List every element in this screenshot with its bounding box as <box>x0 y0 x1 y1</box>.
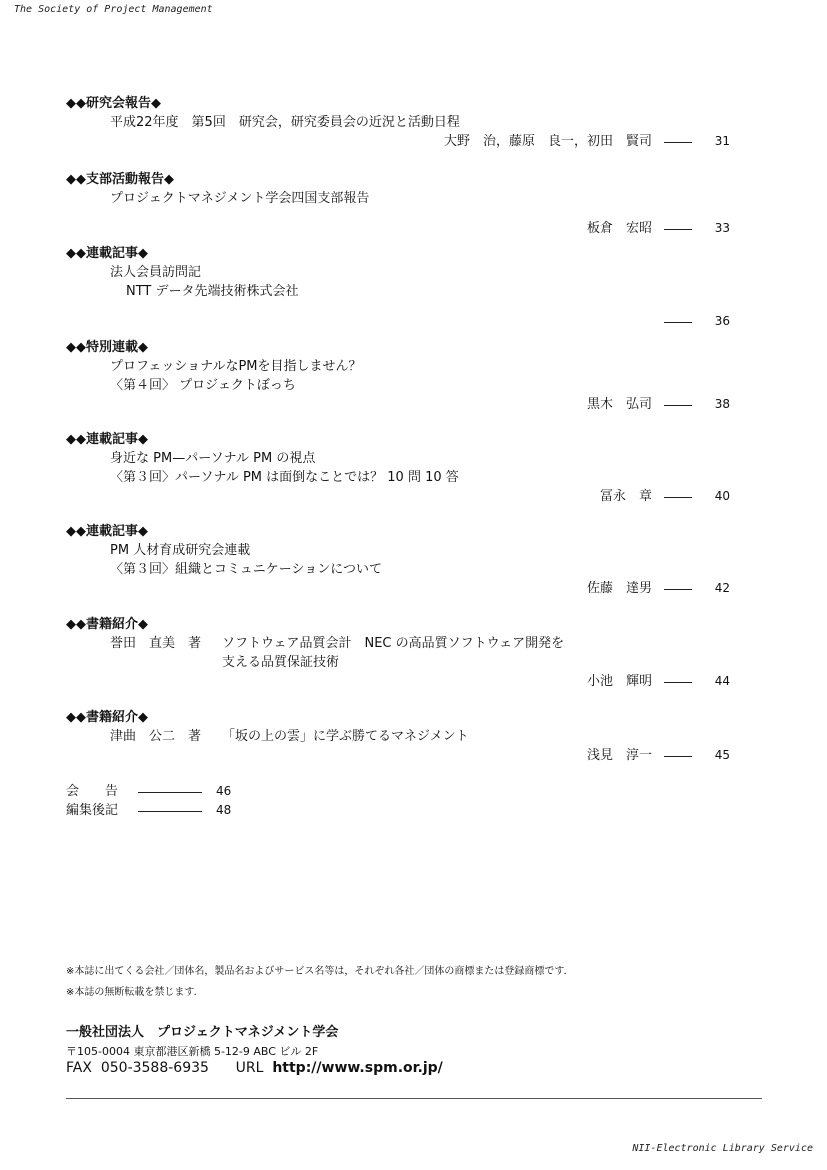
leader-dash <box>664 142 692 143</box>
website-link[interactable]: http://www.spm.or.jp/ <box>272 1060 443 1076</box>
notice-label: 会 告 <box>66 784 119 799</box>
organization-name: 一般社団法人 プロジェクトマネジメント学会 <box>66 1025 339 1040</box>
book-title: 「坂の上の雲」に学ぶ勝てるマネジメント <box>222 729 469 744</box>
book-row <box>66 653 736 672</box>
toc-section-serial-3 <box>66 522 736 598</box>
author-line <box>66 487 736 506</box>
notice-label: 編集後記 <box>66 803 119 818</box>
leader-dash <box>664 229 692 230</box>
author-line <box>66 132 736 151</box>
reprint-note: ※本誌の無断転載を禁じます． <box>66 987 204 998</box>
page-number: 36 <box>714 314 730 328</box>
address: 〒105-0004 東京都港区新橋 5-12-9 ABC ビル 2F <box>66 1045 319 1058</box>
leader-dash <box>138 811 202 812</box>
page-number: 46 <box>216 784 232 798</box>
section-title: ◆◆連載記事◆ <box>66 432 148 447</box>
book-title: ソフトウェア品質会計 NEC の高品質ソフトウェア開発を <box>222 636 565 651</box>
page-number: 38 <box>714 397 730 411</box>
article-subtitle: 〈第４回〉 プロジェクトぼっち <box>110 378 296 393</box>
article-subtitle: NTT データ先端技術株式会社 <box>126 284 299 299</box>
notice-row <box>66 782 366 801</box>
toc-section-branch-report <box>66 170 736 238</box>
page-number: 40 <box>714 489 730 503</box>
notice-row <box>66 801 366 820</box>
section-title: ◆◆書籍紹介◆ <box>66 710 148 725</box>
author-line <box>66 579 736 598</box>
fax-number: 050-3588-6935 <box>100 1060 209 1076</box>
article-author: 小池 輝明 <box>586 674 652 689</box>
book-title-cont: 支える品質保証技術 <box>222 655 340 670</box>
book-row <box>66 634 736 653</box>
page-number: 45 <box>714 748 730 762</box>
contact-line <box>66 1060 443 1076</box>
author-line <box>66 312 736 331</box>
toc-section-book-review-1 <box>66 615 736 691</box>
author-line <box>66 746 736 765</box>
article-subtitle: 〈第３回〉組織とコミュニケーションについて <box>110 562 382 577</box>
leader-dash <box>664 756 692 757</box>
toc-section-book-review-2 <box>66 708 736 765</box>
article-title: プロフェッショナルなPMを目指しません？ <box>110 359 362 374</box>
article-title: プロジェクトマネジメント学会四国支部報告 <box>110 191 370 206</box>
section-title: ◆◆支部活動報告◆ <box>66 172 174 187</box>
leader-dash <box>138 792 202 793</box>
section-title: ◆◆書籍紹介◆ <box>66 617 148 632</box>
leader-dash <box>664 497 692 498</box>
section-title: ◆◆連載記事◆ <box>66 524 148 539</box>
page-number: 33 <box>714 221 730 235</box>
author-line <box>66 395 736 414</box>
journal-header: The Society of Project Management <box>14 4 213 15</box>
author-line <box>66 219 736 238</box>
toc-section-research-report <box>66 94 736 151</box>
leader-dash <box>664 589 692 590</box>
fax-label: FAX <box>66 1060 92 1076</box>
section-title: ◆◆特別連載◆ <box>66 340 148 355</box>
leader-dash <box>664 322 692 323</box>
article-author: 大野 治，藤原 良一，初田 賢司 <box>443 134 652 149</box>
article-title: 平成22年度 第5回 研究会，研究委員会の近況と活動日程 <box>110 115 460 130</box>
page-number: 48 <box>216 803 232 817</box>
page-number: 44 <box>714 674 730 688</box>
leader-dash <box>664 405 692 406</box>
url-label: URL <box>235 1060 264 1076</box>
toc-section-serial-2 <box>66 430 736 506</box>
leader-dash <box>664 682 692 683</box>
section-title: ◆◆連載記事◆ <box>66 246 148 261</box>
author-line <box>66 672 736 691</box>
article-author: 板倉 宏昭 <box>586 221 652 236</box>
library-footer: NII-Electronic Library Service <box>632 1143 813 1154</box>
toc-section-special-serial <box>66 338 736 414</box>
footer-divider <box>66 1098 762 1099</box>
page-number: 42 <box>714 581 730 595</box>
section-title: ◆◆研究会報告◆ <box>66 96 161 111</box>
article-author: 冨永 章 <box>599 489 652 504</box>
trademark-note: ※本誌に出てくる会社／団体名，製品名およびサービス名等は，それぞれ各社／団体の商標または登録商標です． <box>66 966 574 977</box>
article-author: 佐藤 達男 <box>586 581 652 596</box>
article-title: 法人会員訪問記 <box>110 265 202 280</box>
book-row <box>66 727 736 746</box>
page-number: 31 <box>714 134 730 148</box>
article-title: 身近な PM—パーソナル PM の視点 <box>110 451 316 466</box>
article-author: 浅見 淳一 <box>586 748 652 763</box>
toc-section-serial-1 <box>66 244 736 331</box>
book-author: 津曲 公二 著 <box>110 729 202 744</box>
article-author: 黒木 弘司 <box>586 397 652 412</box>
article-title: PM 人材育成研究会連載 <box>110 543 251 558</box>
article-subtitle: 〈第３回〉パーソナル PM は面倒なことでは？ 10 問 10 答 <box>110 470 459 485</box>
notices-block <box>66 782 366 820</box>
book-author: 誉田 直美 著 <box>110 636 202 651</box>
